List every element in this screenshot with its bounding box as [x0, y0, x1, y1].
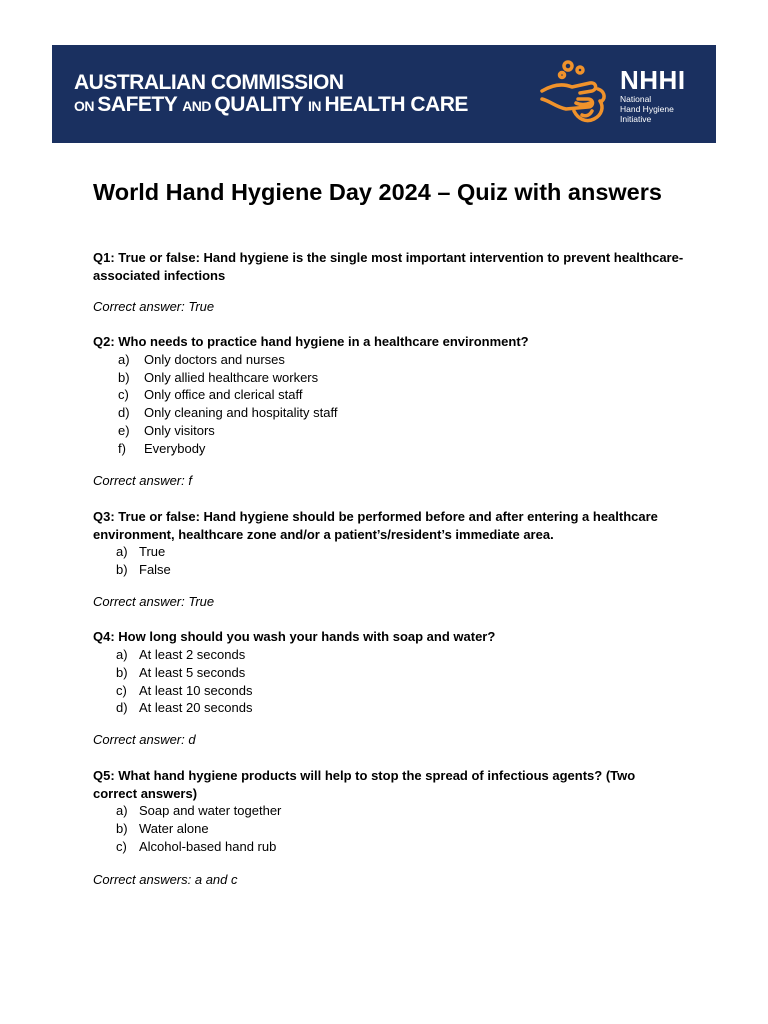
option-text: Only allied healthcare workers: [144, 370, 319, 385]
option-text: Alcohol-based hand rub: [139, 839, 277, 854]
option-letter: c): [116, 839, 127, 854]
option-text: Only doctors and nurses: [144, 352, 285, 367]
option-letter: b): [118, 370, 130, 385]
option-text: At least 2 seconds: [139, 647, 246, 662]
answer-5: Correct answers: a and c: [93, 872, 238, 887]
option-letter: d): [116, 700, 128, 715]
page-title-container: [93, 178, 693, 206]
option-letter: b): [116, 562, 128, 577]
option-text: Water alone: [139, 821, 209, 836]
option-text: Only office and clerical staff: [144, 387, 303, 402]
option-letter: a): [116, 544, 128, 559]
org-name-line1: AUSTRALIAN COMMISSION: [74, 71, 344, 94]
hand-washing-icon: [538, 59, 610, 129]
option-text: Only visitors: [144, 423, 215, 438]
question-4: Q4: How long should you wash your hands with soap and water?: [93, 629, 496, 644]
nhhi-logo: [620, 67, 686, 124]
option-text: At least 5 seconds: [139, 665, 246, 680]
option-text: At least 10 seconds: [139, 683, 253, 698]
nhhi-full-name: National Hand Hygiene Initiative: [620, 94, 674, 124]
option-text: Soap and water together: [139, 803, 282, 818]
answer-2: Correct answer: f: [93, 473, 192, 488]
option-letter: b): [116, 821, 128, 836]
option-letter: a): [118, 352, 130, 367]
answer-1: Correct answer: True: [93, 299, 215, 314]
option-letter: a): [116, 803, 128, 818]
page-title: World Hand Hygiene Day 2024 – Quiz with answers: [93, 179, 662, 205]
option-letter: c): [116, 683, 127, 698]
question-1: Q1: True or false: Hand hygiene is the single most important intervention to prevent healthcare-associated infections: [93, 250, 684, 283]
option-text: False: [139, 562, 171, 577]
question-5: Q5: What hand hygiene products will help to stop the spread of infectious agents? (Two correct answers): [93, 768, 636, 801]
option-letter: f): [118, 441, 126, 456]
option-text: True: [139, 544, 166, 559]
option-text: At least 20 seconds: [139, 700, 253, 715]
org-name-line2: ON SAFETY AND QUALITY IN HEALTH CARE: [74, 93, 468, 116]
answer-3: Correct answer: True: [93, 594, 215, 609]
nhhi-abbr: NHHI: [620, 65, 686, 95]
answer-4: Correct answer: d: [93, 732, 196, 747]
option-letter: e): [118, 423, 130, 438]
option-letter: a): [116, 647, 128, 662]
option-text: Only cleaning and hospitality staff: [144, 405, 338, 420]
option-letter: c): [118, 387, 129, 402]
option-text: Everybody: [144, 441, 206, 456]
question-2: Q2: Who needs to practice hand hygiene in a healthcare environment?: [93, 334, 529, 349]
question-3: Q3: True or false: Hand hygiene should be performed before and after entering a healthcare environment, healthcare zone and/or a patient’s/resident’s immediate area.: [93, 509, 658, 542]
option-letter: d): [118, 405, 130, 420]
commission-logo-text: [74, 72, 468, 117]
header-banner: [52, 45, 716, 143]
option-letter: b): [116, 665, 128, 680]
